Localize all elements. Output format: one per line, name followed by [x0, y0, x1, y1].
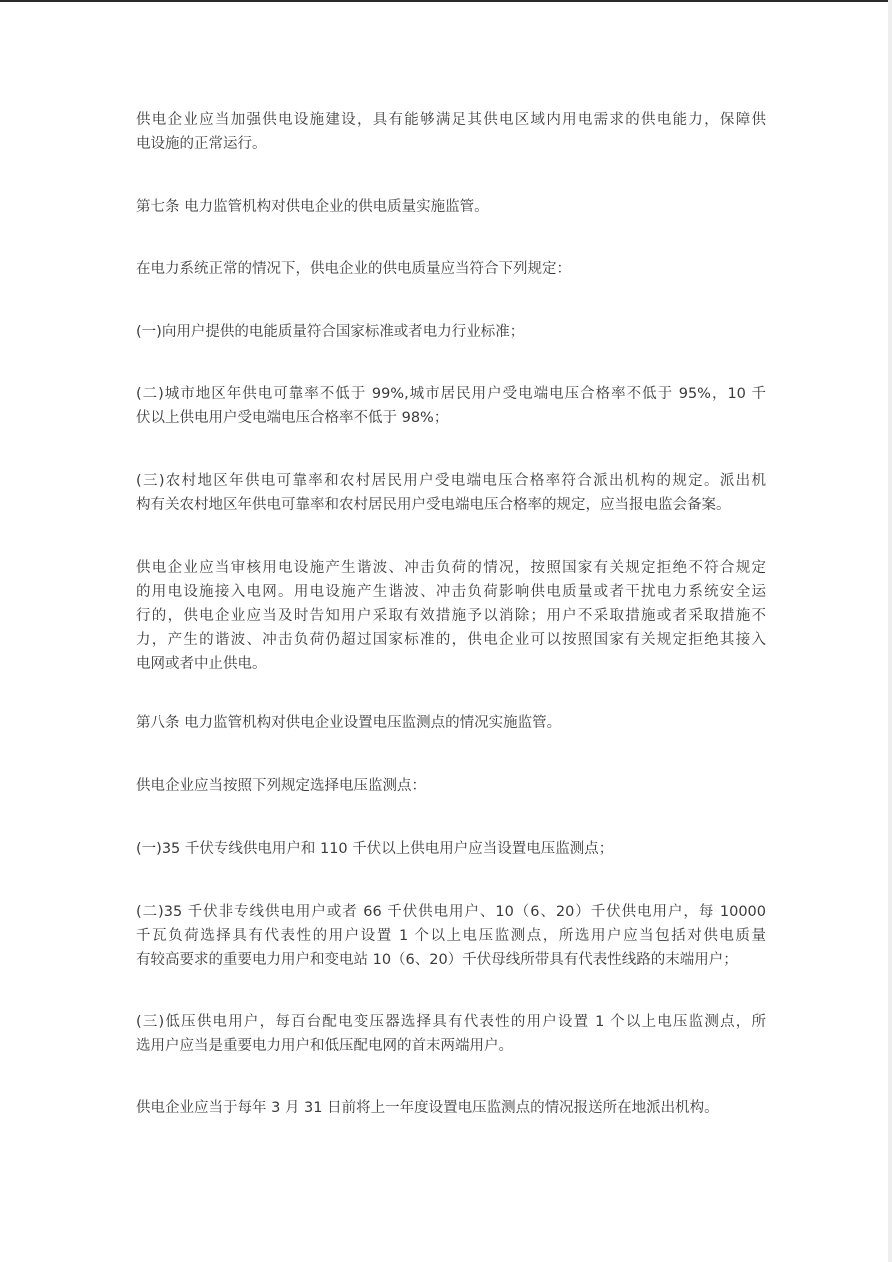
list-item-3: [136, 469, 766, 517]
text-line: 在电力系统正常的情况下，供电企业的供电质量应当符合下列规定：: [136, 261, 571, 277]
paragraph-quality-rules-intro: [136, 257, 766, 281]
monitoring-item-3: [136, 1010, 766, 1058]
paragraph-supply-capacity: [136, 108, 766, 156]
paragraph-monitoring-intro: [136, 774, 766, 798]
text-line: (一)35 千伏专线供电用户和 110 千伏以上供电用户应当设置电压监测点；: [136, 841, 614, 857]
text-line: 第八条 电力监管机构对供电企业设置电压监测点的情况实施监管。: [136, 715, 562, 731]
text-line: 的用电设施接入电网。用电设施产生谐波、冲击负荷影响供电质量或者干扰电力系统安全运: [136, 584, 766, 600]
article-8-heading: [136, 711, 766, 735]
paragraph-annual-report: [136, 1096, 766, 1120]
monitoring-item-1: [136, 837, 766, 861]
text-line: (一)向用户提供的电能质量符合国家标准或者电力行业标准；: [136, 324, 525, 340]
text-line: 构有关农村地区年供电可靠率和农村居民用户受电端电压合格率的规定，应当报电监会备案。: [136, 497, 731, 513]
page-top-border: [0, 0, 892, 2]
text-line: 伏以上供电用户受电端电压合格率不低于 98%；: [136, 410, 449, 426]
text-line: 供电企业应当于每年 3 月 31 日前将上一年度设置电压监测点的情况报送所在地派出机构。: [136, 1100, 719, 1116]
text-line: 力，产生的谐波、冲击负荷仍超过国家标准的，供电企业可以按照国家有关规定拒绝其接入: [136, 632, 766, 648]
text-line: (二)35 千伏非专线供电用户或者 66 千伏供电用户、10（6、20）千伏供电用户，每 10000: [136, 904, 766, 920]
monitoring-item-2: [136, 900, 766, 972]
text-line: 千瓦负荷选择具有代表性的用户设置 1 个以上电压监测点，所选用户应当包括对供电质量: [136, 928, 766, 944]
text-line: 行的，供电企业应当及时告知用户采取有效措施予以消除；用户不采取措施或者采取措施不: [136, 608, 766, 624]
text-line: 供电企业应当按照下列规定选择电压监测点：: [136, 778, 426, 794]
text-line: (三)农村地区年供电可靠率和农村居民用户受电端电压合格率符合派出机构的规定。派出机: [136, 473, 766, 489]
list-item-2: [136, 382, 766, 430]
text-line: 供电企业应当加强供电设施建设，具有能够满足其供电区域内用电需求的供电能力，保障供: [136, 112, 766, 128]
text-line: 电设施的正常运行。: [136, 136, 267, 152]
list-item-1: [136, 320, 766, 344]
text-line: 电网或者中止供电。: [136, 656, 267, 672]
text-line: 有较高要求的重要电力用户和变电站 10（6、20）千伏母线所带具有代表性线路的末端用户；: [136, 952, 738, 968]
article-7-heading: [136, 195, 766, 219]
page-right-edge: [888, 0, 892, 1262]
text-line: 第七条 电力监管机构对供电企业的供电质量实施监管。: [136, 199, 489, 215]
paragraph-harmonics: [136, 556, 766, 676]
text-line: (二)城市地区年供电可靠率不低于 99%,城市居民用户受电端电压合格率不低于 95%，10 千: [136, 386, 766, 402]
text-line: (三)低压供电用户，每百台配电变压器选择具有代表性的用户设置 1 个以上电压监测点，所: [136, 1014, 766, 1030]
text-line: 选用户应当是重要电力用户和低压配电网的首末两端用户。: [136, 1038, 513, 1054]
text-line: 供电企业应当审核用电设施产生谐波、冲击负荷的情况，按照国家有关规定拒绝不符合规定: [136, 560, 766, 576]
